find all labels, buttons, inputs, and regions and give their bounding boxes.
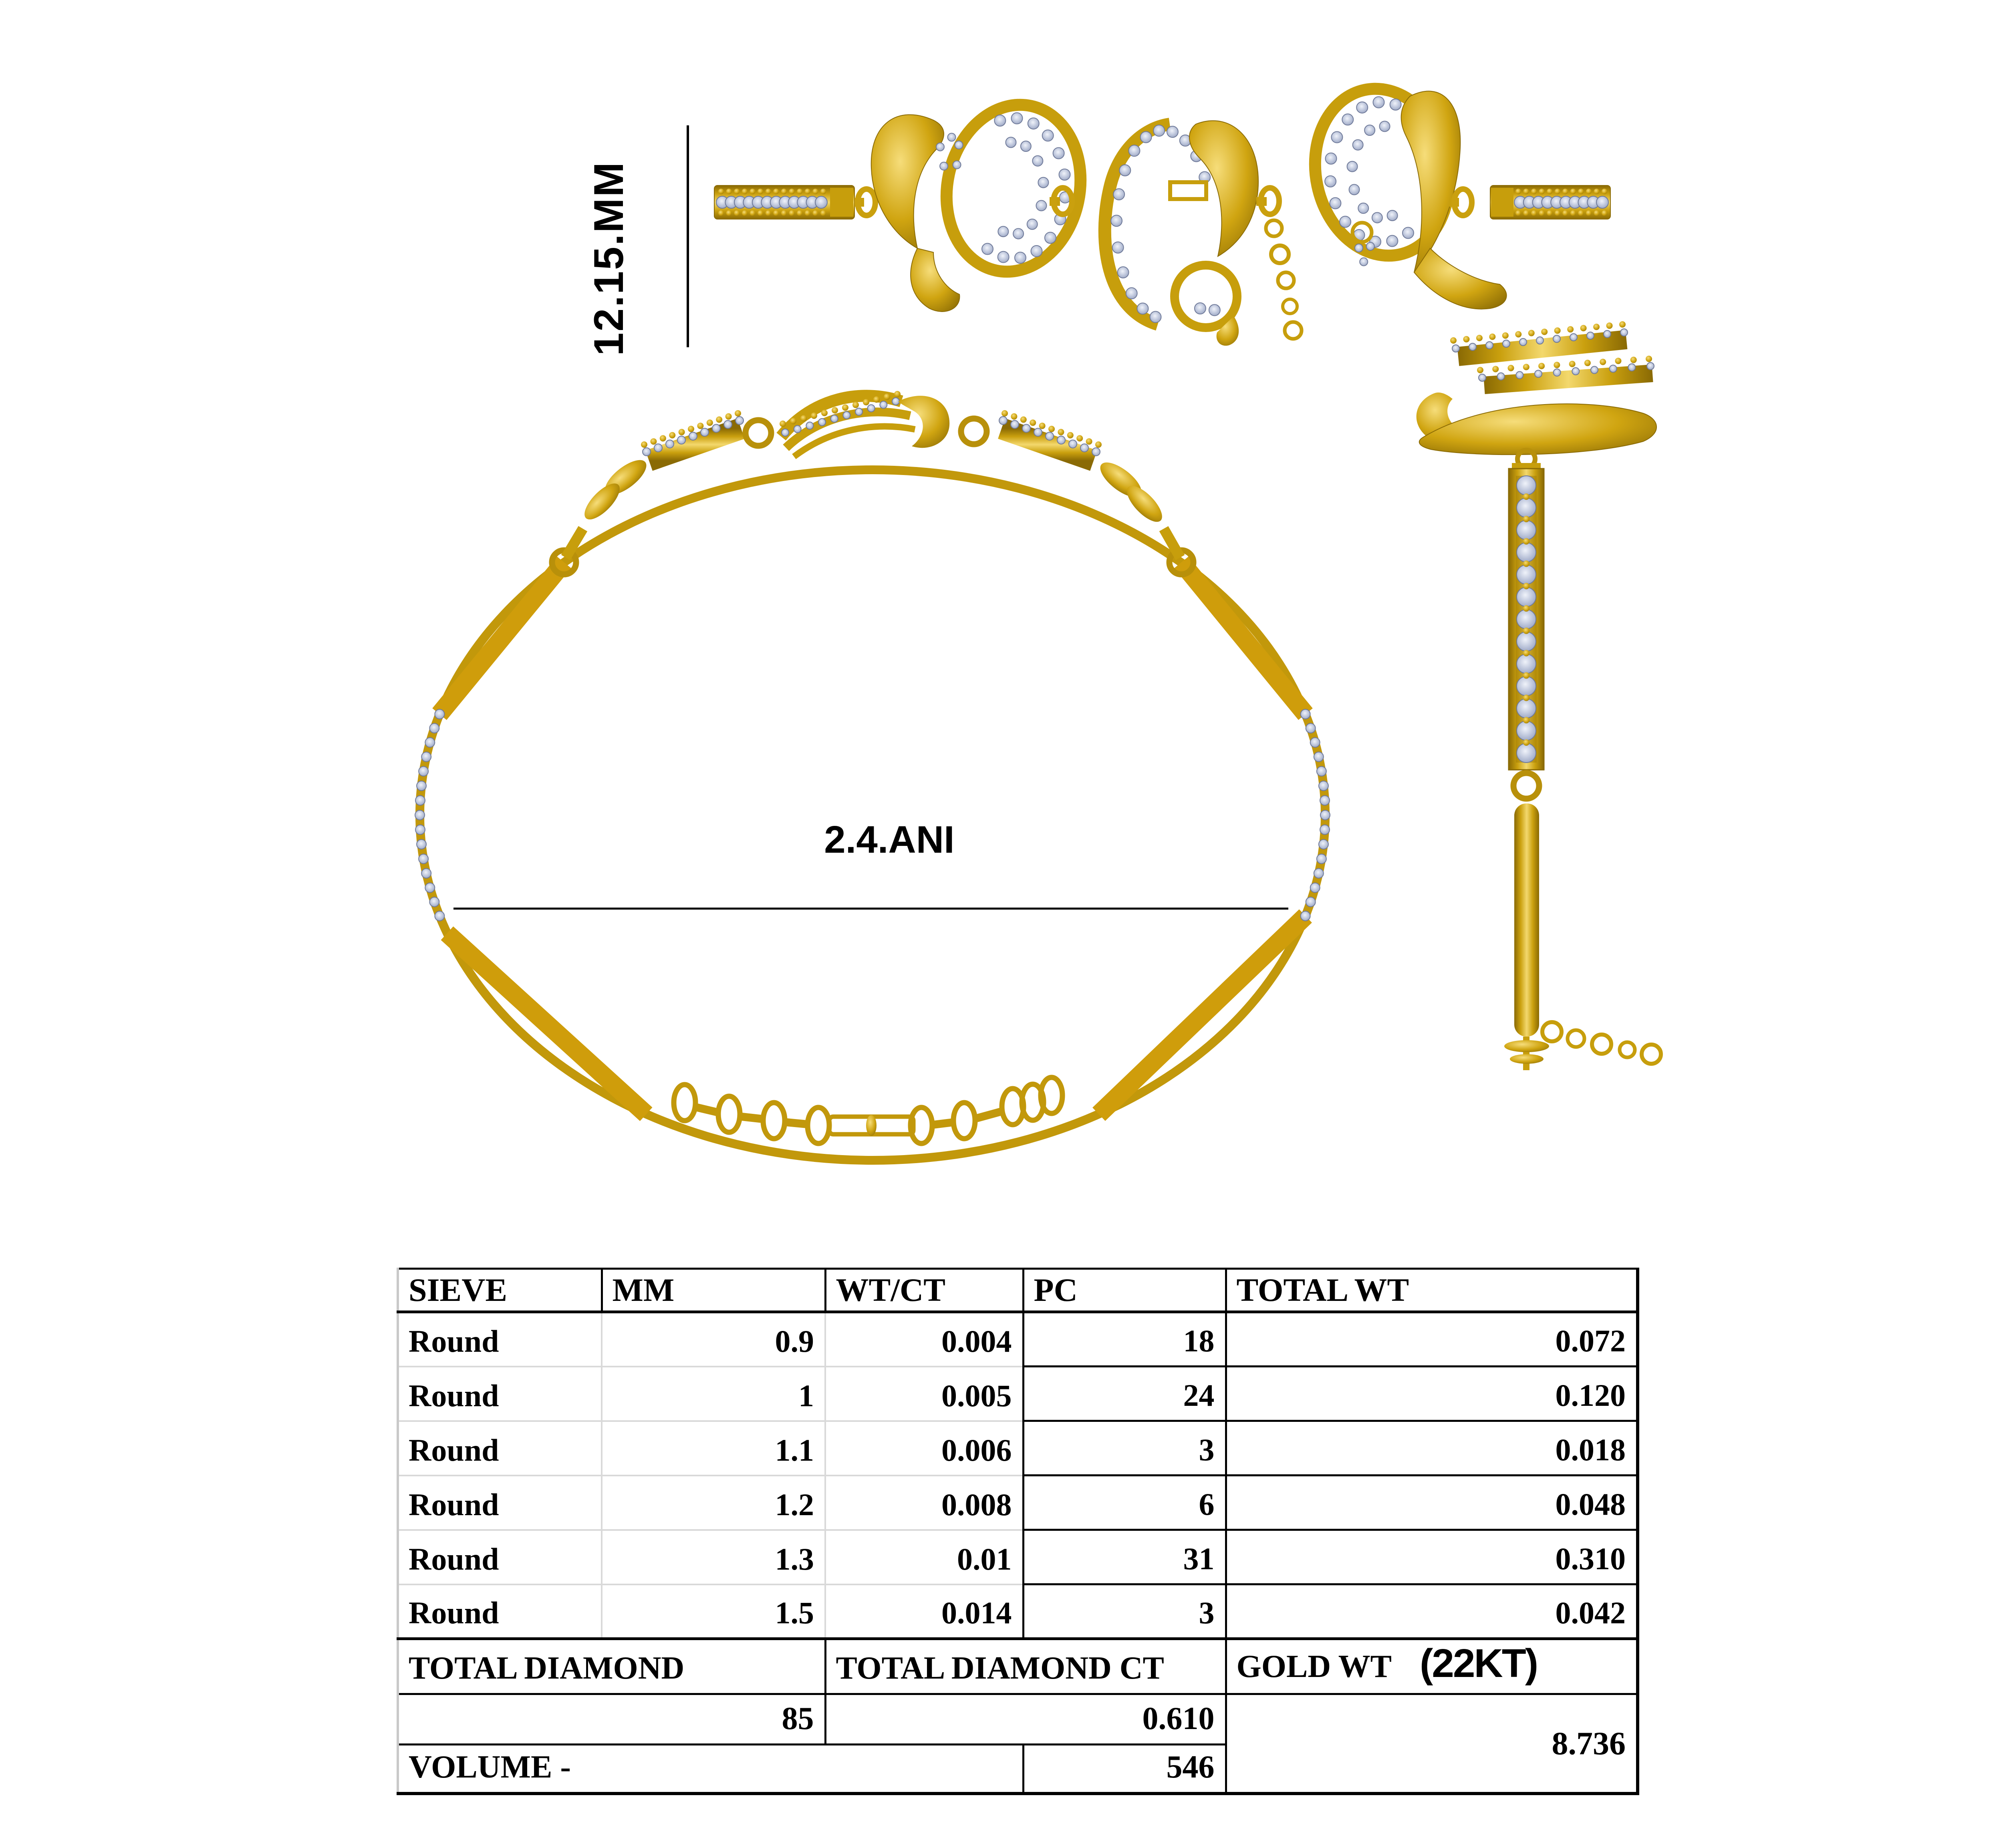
gold-tail-leaf	[911, 248, 959, 312]
cell-totalwt: 0.042	[1226, 1584, 1638, 1639]
left-pave-arc	[415, 709, 444, 921]
cell-totalwt: 0.072	[1226, 1312, 1638, 1367]
col-header-mm: MM	[602, 1269, 825, 1312]
pave-band-left	[714, 185, 875, 219]
cell-sieve: Round	[398, 1421, 602, 1476]
cell-pc: 18	[1023, 1312, 1226, 1367]
spec-table	[397, 1268, 1639, 1795]
gold-comma-leaf	[871, 115, 944, 248]
clasp-notch	[1170, 182, 1206, 199]
cell-pc: 3	[1023, 1421, 1226, 1476]
cell-mm: 1.1	[602, 1421, 825, 1476]
gold-karat-text: (22KT)	[1420, 1641, 1538, 1686]
right-pave-arc	[1301, 709, 1330, 921]
gold-comma-center	[1189, 121, 1258, 256]
col-header-pc: PC	[1023, 1269, 1226, 1312]
cell-totalwt: 0.018	[1226, 1421, 1638, 1476]
pave-band-right	[1449, 185, 1610, 219]
cell-mm: 1.3	[602, 1530, 825, 1584]
center-curl	[898, 396, 949, 448]
summary-header-row	[398, 1639, 1638, 1694]
total-diamond-ct: 0.610	[825, 1694, 1226, 1745]
cell-pc: 24	[1023, 1367, 1226, 1421]
cell-wtct: 0.014	[825, 1584, 1023, 1639]
table-row	[398, 1312, 1638, 1367]
summary-values-row	[398, 1694, 1638, 1745]
cell-mm: 1.2	[602, 1476, 825, 1530]
cell-sieve: Round	[398, 1530, 602, 1584]
cell-mm: 1.5	[602, 1584, 825, 1639]
cell-wtct: 0.004	[825, 1312, 1023, 1367]
cell-wtct: 0.008	[825, 1476, 1023, 1530]
table-row	[398, 1421, 1638, 1476]
total-diamond-label: TOTAL DIAMOND	[398, 1639, 825, 1694]
bracelet-oval-view	[381, 372, 1382, 1198]
paisley-motif-center	[1105, 121, 1258, 346]
table-row	[398, 1476, 1638, 1530]
safety-chain-front	[1266, 220, 1302, 339]
gold-swoosh	[1419, 404, 1656, 455]
height-dimension-line	[687, 125, 689, 347]
cell-sieve: Round	[398, 1584, 602, 1639]
paisley-motif-left	[871, 92, 1096, 312]
col-header-totalwt: TOTAL WT	[1226, 1269, 1638, 1312]
gold-wt-label-text: GOLD WT	[1236, 1649, 1392, 1684]
junction-ring-right	[1256, 188, 1279, 214]
cell-wtct: 0.005	[825, 1367, 1023, 1421]
cell-pc: 3	[1023, 1584, 1226, 1639]
table-row	[398, 1367, 1638, 1421]
gold-wt-label	[1226, 1639, 1638, 1694]
hinge-rings	[552, 550, 1193, 574]
cell-totalwt: 0.048	[1226, 1476, 1638, 1530]
table-row	[398, 1584, 1638, 1639]
paisley-motif-right	[1300, 76, 1507, 309]
ornament-top-edge-view	[1417, 321, 1656, 468]
pave-bar-side	[1509, 463, 1544, 770]
clasp-side-view	[1378, 280, 1723, 1121]
diameter-dimension-label: 2.4.ANI	[824, 818, 955, 861]
col-header-sieve: SIEVE	[398, 1269, 602, 1312]
cell-totalwt: 0.310	[1226, 1530, 1638, 1584]
cell-mm: 0.9	[602, 1312, 825, 1367]
connector-ring	[1454, 189, 1472, 215]
cell-sieve: Round	[398, 1476, 602, 1530]
col-header-wtct: WT/CT	[825, 1269, 1023, 1312]
height-dimension-label: 12.15.MM	[585, 161, 632, 356]
volume-label: VOLUME -	[398, 1745, 1023, 1794]
sub-paisley-ring	[1175, 265, 1237, 328]
gold-wt-value: 8.736	[1226, 1694, 1638, 1794]
diameter-dimension-line	[453, 908, 1288, 910]
volume-value: 546	[1023, 1745, 1226, 1794]
cell-pc: 31	[1023, 1530, 1226, 1584]
link-ring-left	[746, 420, 771, 446]
bottom-chain	[674, 1077, 1062, 1143]
cell-totalwt: 0.120	[1226, 1367, 1638, 1421]
hinge-ring-side	[1513, 773, 1539, 799]
table-header-row	[398, 1269, 1638, 1312]
cell-wtct: 0.01	[825, 1530, 1023, 1584]
connector-ring	[858, 189, 875, 215]
cell-mm: 1	[602, 1367, 825, 1421]
table-row	[398, 1530, 1638, 1584]
cell-sieve: Round	[398, 1367, 602, 1421]
cell-wtct: 0.006	[825, 1421, 1023, 1476]
plain-bar-side	[1514, 803, 1539, 1037]
total-diamond-pc: 85	[398, 1694, 825, 1745]
cell-pc: 6	[1023, 1476, 1226, 1530]
height-dimension-label-box	[569, 152, 649, 364]
total-diamond-ct-label: TOTAL DIAMOND CT	[825, 1639, 1226, 1694]
link-ring-right	[961, 419, 987, 444]
cell-sieve: Round	[398, 1312, 602, 1367]
